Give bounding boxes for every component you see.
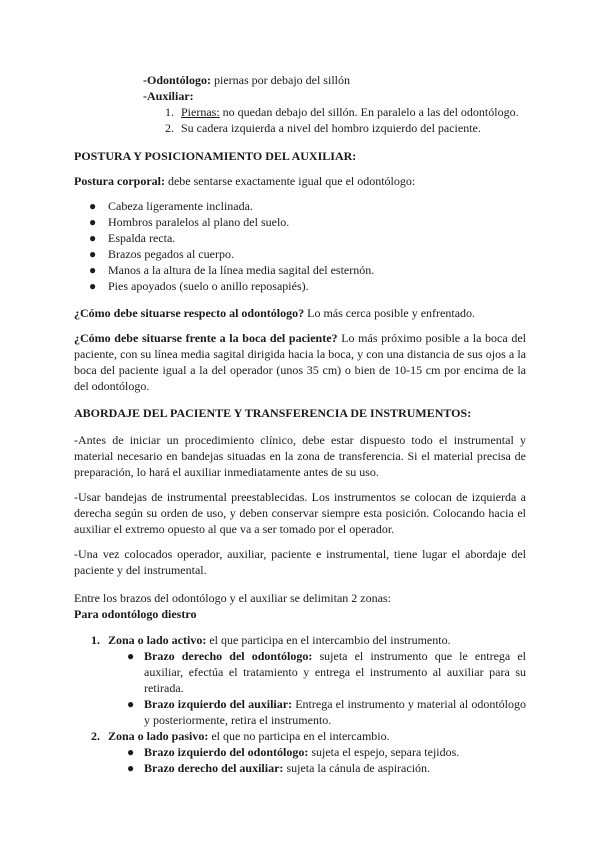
bullet-icon: ● <box>89 247 97 261</box>
bullet-icon: ● <box>89 215 97 229</box>
list-item: Brazos pegados al cuerpo. <box>108 247 234 261</box>
zone-item-label: Brazo izquierdo del auxiliar: <box>144 697 293 711</box>
postura-line <box>74 173 415 189</box>
list-item-number: 1. <box>165 105 174 119</box>
zone-item <box>144 696 526 728</box>
bullet-icon: ● <box>89 199 97 213</box>
odontologo-label: -Odontólogo: <box>143 73 212 87</box>
odontologo-text: piernas por debajo del sillón <box>211 73 350 87</box>
list-item: Pies apoyados (suelo o anillo reposapiés). <box>108 279 309 293</box>
bullet-icon: ● <box>127 697 135 711</box>
question-odontologo <box>74 305 475 321</box>
list-item-text: no quedan debajo del sillón. En paralelo a las del odontólogo. <box>219 105 519 119</box>
bullet-icon: ● <box>127 761 135 775</box>
list-item: Hombros paralelos al plano del suelo. <box>108 215 290 229</box>
zone-item <box>144 744 459 760</box>
zone-item-text: sujeta el espejo, separa tejidos. <box>308 745 460 759</box>
bullet-icon: ● <box>127 745 135 759</box>
zone-item-label: Brazo derecho del odontólogo: <box>144 649 313 663</box>
postura-text: debe sentarse exactamente igual que el odontólogo: <box>164 174 416 188</box>
bullet-icon: ● <box>89 279 97 293</box>
bullet-icon: ● <box>89 263 97 277</box>
section-heading-abordaje: ABORDAJE DEL PACIENTE Y TRANSFERENCIA DE INSTRUMENTOS: <box>74 406 472 420</box>
zone-text: el que participa en el intercambio del instrumento. <box>206 633 451 647</box>
zone-item-label: Brazo izquierdo del odontólogo: <box>144 745 309 759</box>
zone-item-text: sujeta la cánula de aspiración. <box>283 761 431 775</box>
zone-number: 2. <box>91 729 100 743</box>
zone-label: Zona o lado activo: <box>108 633 207 647</box>
zone-pasivo <box>108 728 390 744</box>
question-label: ¿Cómo debe situarse respecto al odontólogo? <box>74 306 305 320</box>
sub-heading-diestro: Para odontólogo diestro <box>74 607 197 621</box>
paragraph: -Usar bandejas de instrumental preestablecidas. Los instrumentos se colocan de izquierda a derecha según su orden de uso, y deben conservar siempre esta posición. Colocando hacia el auxiliar el extremo opuesto al que va a ser tomado por el operador. <box>74 490 526 536</box>
auxiliar-label: -Auxiliar: <box>143 89 194 103</box>
postura-label: Postura corporal: <box>74 174 165 188</box>
paragraph: -Antes de iniciar un procedimiento clínico, debe estar dispuesto todo el instrumental y material necesario en bandejas situadas en la zona de transferencia. Si el material precisa de preparación, lo hará el auxiliar inmediatamente antes de su uso. <box>74 433 526 479</box>
paragraph: -Una vez colocados operador, auxiliar, paciente e instrumental, tiene lugar el abordaje del paciente y del instrumental. <box>74 547 526 577</box>
list-item <box>181 104 519 120</box>
bullet-icon: ● <box>127 649 135 663</box>
zone-item-text: sujeta el instrumento que le entrega el auxiliar, efectúa el tratamiento y entrega el instrumento al auxiliar para su retirada. <box>144 649 526 695</box>
zone-label: Zona o lado pasivo: <box>108 729 209 743</box>
piernas-label: Piernas: <box>181 105 220 119</box>
question-answer: Lo más próximo posible a la boca del paciente, con su línea media sagital dirigida hacia la boca, y con una distancia de sus ojos a la boca del paciente igual a la del operador (unos 35 cm) o bien de 10-15 cm por encima de la del odontólogo. <box>74 331 526 393</box>
question-answer: Lo más cerca posible y enfrentado. <box>304 306 476 320</box>
zone-activo <box>108 632 451 648</box>
section-heading-postura: POSTURA Y POSICIONAMIENTO DEL AUXILIAR: <box>74 149 357 163</box>
zone-item-label: Brazo derecho del auxiliar: <box>144 761 284 775</box>
list-item: Cabeza ligeramente inclinada. <box>108 199 253 213</box>
odontologo-line <box>143 72 350 88</box>
question-boca-paciente <box>74 330 526 394</box>
zone-item-text: Entrega el instrumento y material al odontólogo y posteriormente, retira el instrumento. <box>144 697 526 727</box>
zone-text: el que no participa en el intercambio. <box>208 729 390 743</box>
list-item-text: Su cadera izquierda a nivel del hombro izquierdo del paciente. <box>181 121 481 135</box>
list-item-number: 2. <box>165 121 174 135</box>
list-item: Manos a la altura de la línea media sagital del esternón. <box>108 263 375 277</box>
zone-item <box>144 648 526 696</box>
zone-item <box>144 760 430 776</box>
list-item: Espalda recta. <box>108 231 176 245</box>
bullet-icon: ● <box>89 231 97 245</box>
zone-number: 1. <box>91 633 100 647</box>
question-label: ¿Cómo debe situarse frente a la boca del paciente? <box>74 331 338 345</box>
zones-intro: Entre los brazos del odontólogo y el auxiliar se delimitan 2 zonas: <box>74 591 391 605</box>
